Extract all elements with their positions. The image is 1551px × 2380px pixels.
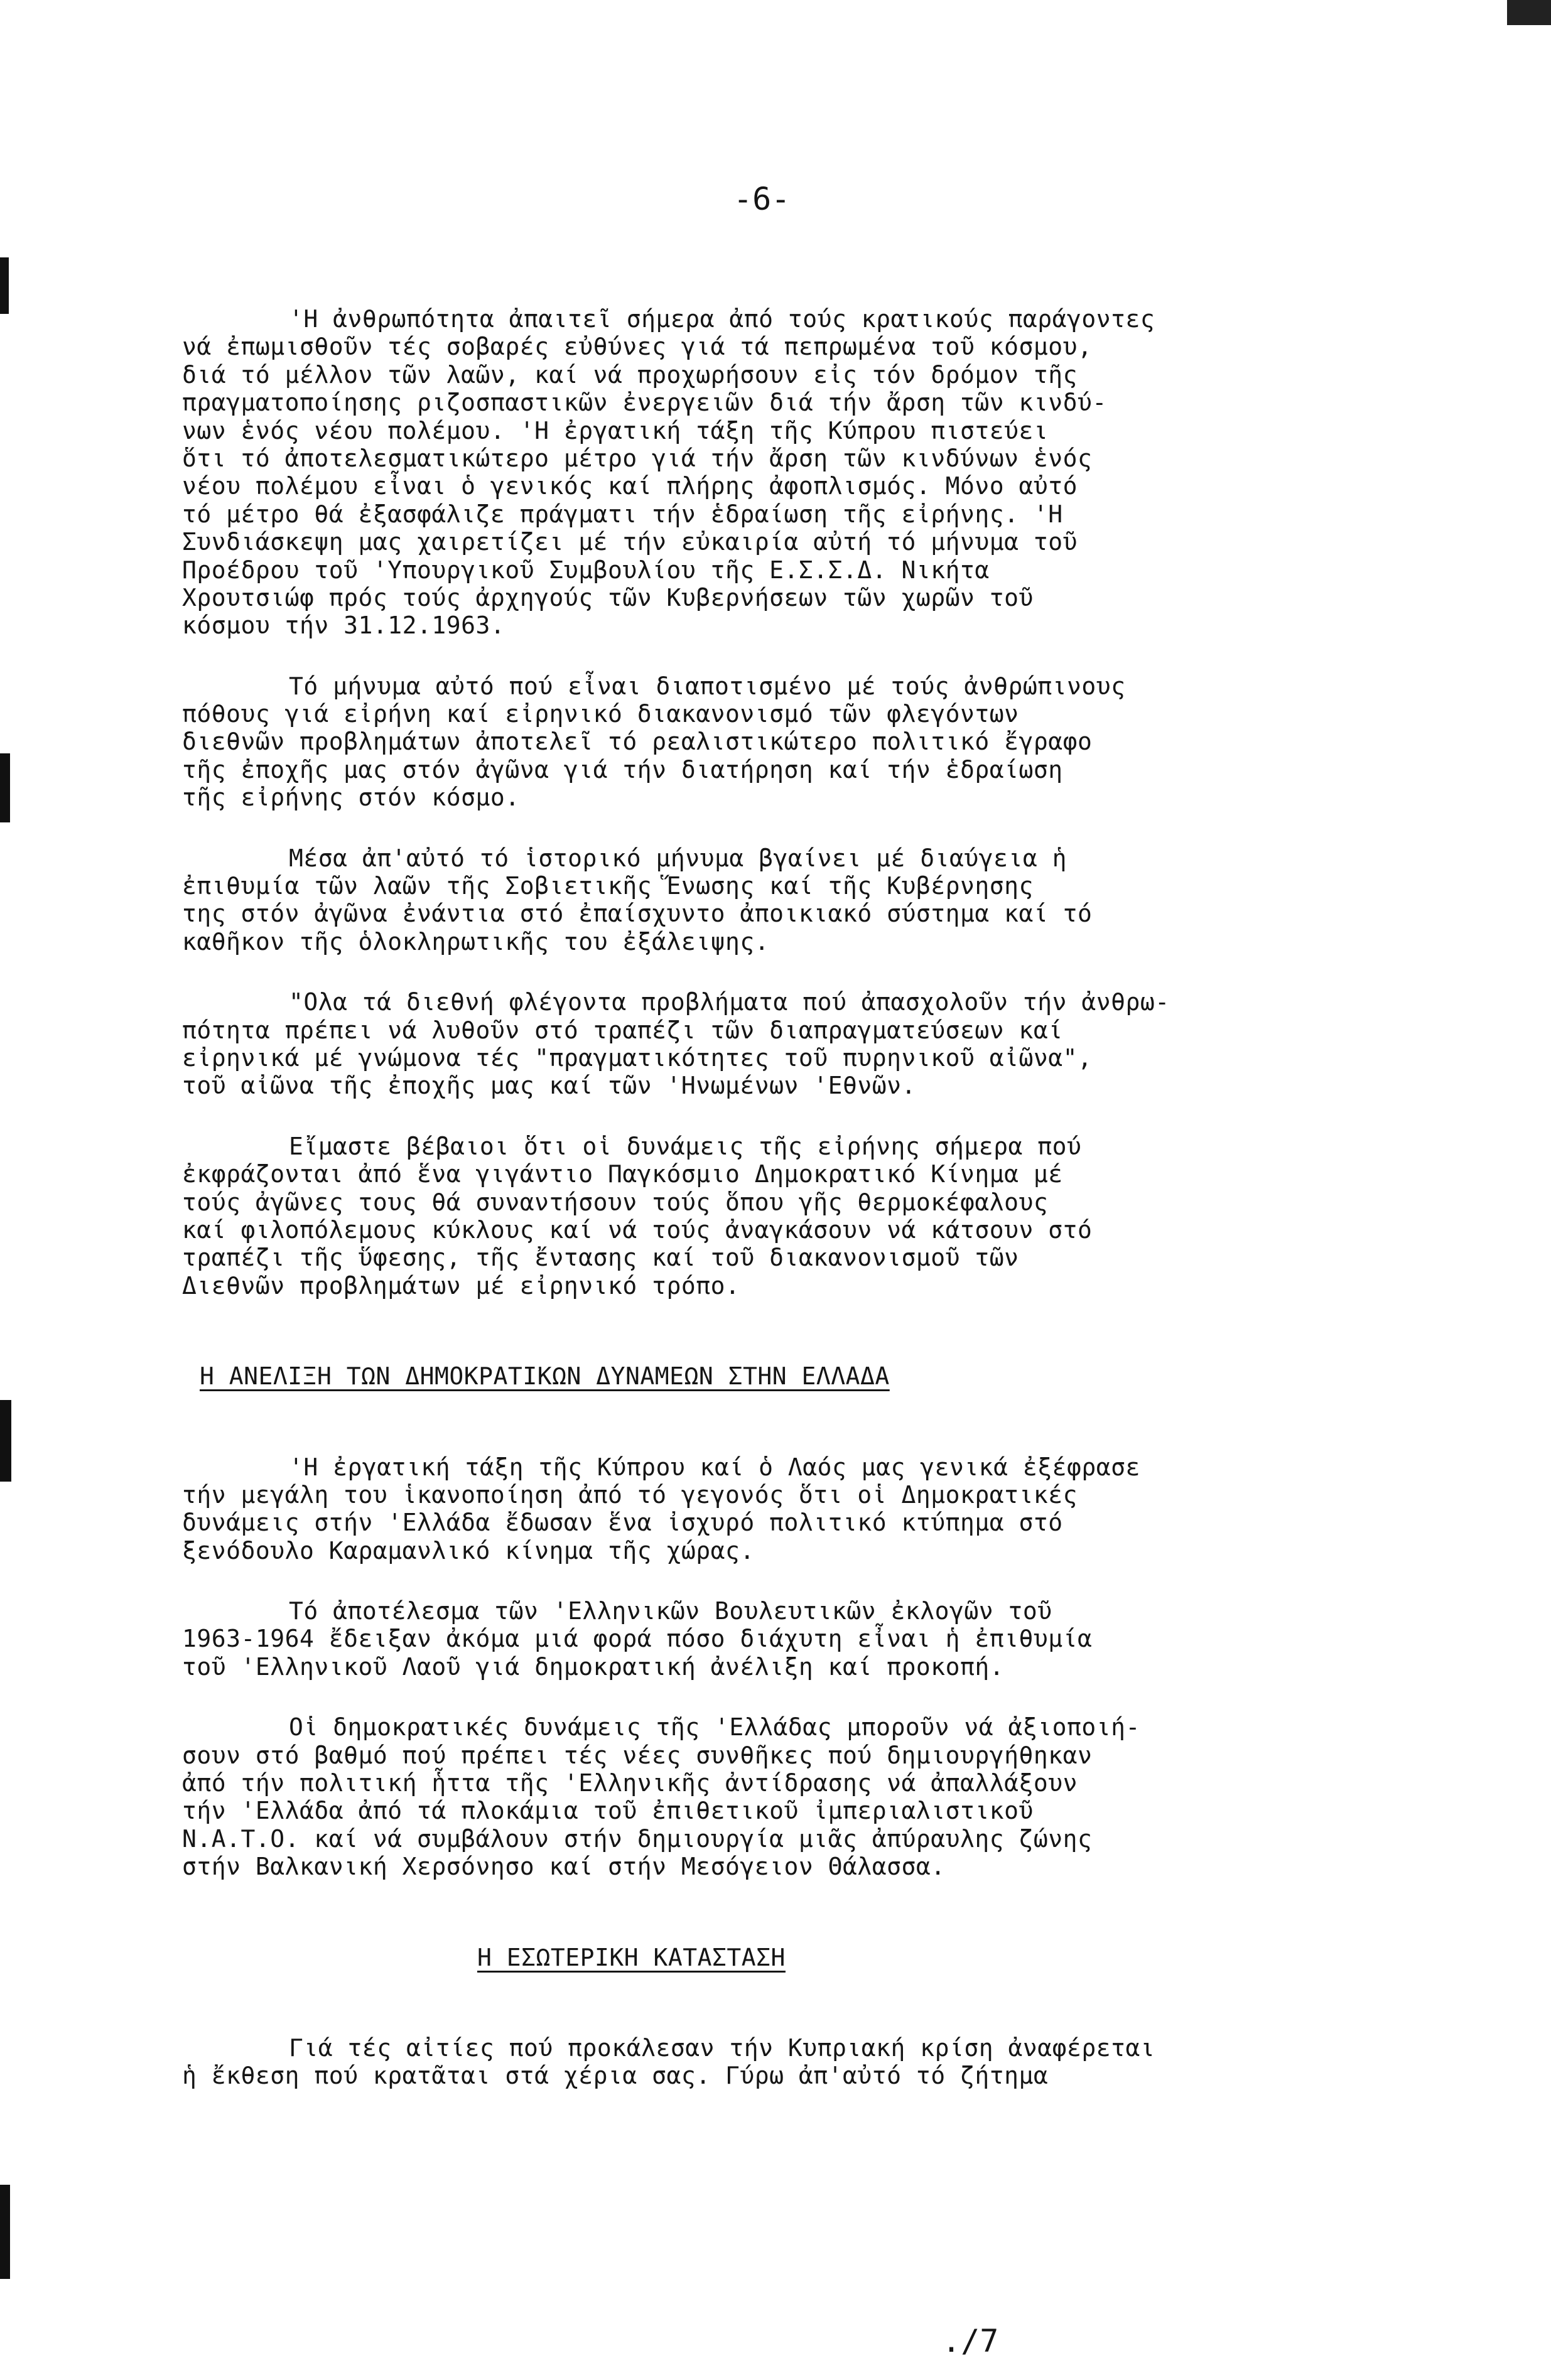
paragraph [182, 672, 1476, 812]
text-line: Τό μήνυμα αὐτό πού εἶναι διαποτισμένο μέ τούς ἀνθρώπινους [289, 672, 1126, 700]
text-line: τούς ἀγῶνες τους θά συναντήσουν τούς ὅπου γῆς θερμοκέφαλους [182, 1188, 1049, 1216]
section-greece [182, 1453, 1476, 1881]
text-line: διεθνῶν προβλημάτων ἀποτελεῖ τό ρεαλιστικώτερο πολιτικό ἔγραφο [182, 728, 1093, 756]
text-line: τοῦ 'Ελληνικοῦ Λαοῦ γιά δημοκρατική ἀνέλιξη καί προκοπή. [182, 1652, 1005, 1681]
scan-artifact [1507, 0, 1551, 25]
text-line: στήν Βαλκανική Χερσόνησο καί στήν Μεσόγειον Θάλασσα. [182, 1853, 946, 1881]
text-line: τοῦ αἰῶνα τῆς ἐποχῆς μας καί τῶν 'Ηνωμένων 'Εθνῶν. [182, 1072, 916, 1100]
text-line: εἰρηνικά μέ γνώμονα τές "πραγματικότητες τοῦ πυρηνικοῦ αἰῶνα", [182, 1043, 1093, 1072]
text-line: Συνδιάσκεψη μας χαιρετίζει μέ τήν εὐκαιρία αὐτή τό μήνυμα τοῦ [182, 528, 1078, 556]
binding-mark [0, 2185, 10, 2279]
text-line: Εἴμαστε βέβαιοι ὅτι οἱ δυνάμεις τῆς εἰρήνης σήμερα πού [289, 1132, 1082, 1160]
text-line: διά τό μέλλον τῶν λαῶν, καί νά προχωρήσουν εἰς τόν δρόμον τῆς [182, 360, 1078, 389]
text-line: Γιά τές αἰτίες πού προκάλεσαν τήν Κυπριακή κρίση ἀναφέρεται [289, 2033, 1155, 2062]
paragraph [182, 844, 1476, 956]
section-intro [182, 305, 1476, 1300]
text-line: νων ἑνός νέου πολέμου. 'Η ἐργατική τάξη τῆς Κύπρου πιστεύει [182, 416, 1049, 444]
continuation-marker: ./7 [942, 2323, 999, 2359]
text-line: πότητα πρέπει νά λυθοῦν στό τραπέζι τῶν διαπραγματεύσεων καί [182, 1016, 1063, 1044]
text-line: ὅτι τό ἀποτελεσματικώτερο μέτρο γιά τήν ἄρση τῶν κινδύνων ἑνός [182, 444, 1093, 472]
text-line: νέου πολέμου εἶναι ὁ γενικός καί πλήρης ἀφοπλισμός. Μόνο αὐτό [182, 472, 1078, 500]
text-line: τραπέζι τῆς ὕφεσης, τῆς ἔντασης καί τοῦ διακανονισμοῦ τῶν [182, 1244, 1019, 1272]
text-line: Οἱ δημοκρατικές δυνάμεις τῆς 'Ελλάδας μποροῦν νά ἀξιοποιή- [289, 1713, 1140, 1742]
text-line: ξενόδουλο Καραμανλικό κίνημα τῆς χώρας. [182, 1536, 755, 1564]
text-line: ἡ ἔκθεση πού κρατᾶται στά χέρια σας. Γύρω ἀπ'αὐτό τό ζήτημα [182, 2062, 1049, 2090]
text-line: τήν μεγάλη του ἱκανοποίηση ἀπό τό γεγονός ὅτι οἱ Δημοκρατικές [182, 1480, 1078, 1509]
text-line: καί φιλοπόλεμους κύκλους καί νά τούς ἀναγκάσουν νά κάτσουν στό [182, 1215, 1093, 1244]
text-line: πραγματοποίησης ριζοσπαστικῶν ἐνεργειῶν διά τήν ἄρση τῶν κινδύ- [182, 389, 1107, 417]
paragraph [182, 1453, 1476, 1565]
binding-mark [0, 1400, 11, 1482]
text-line: τήν 'Ελλάδα ἀπό τά πλοκάμια τοῦ ἐπιθετικοῦ ἰμπεριαλιστικοῦ [182, 1797, 1034, 1825]
text-line: Τό ἀποτέλεσμα τῶν 'Ελληνικῶν Βουλευτικῶν ἐκλογῶν τοῦ [289, 1597, 1052, 1625]
binding-mark [0, 753, 10, 822]
text-line: δυνάμεις στήν 'Ελλάδα ἔδωσαν ἕνα ἰσχυρό πολιτικό κτύπημα στό [182, 1509, 1063, 1537]
page-number: -6- [733, 181, 791, 217]
paragraph [182, 1713, 1476, 1880]
paragraph [182, 2034, 1476, 2090]
text-line: "Ολα τά διεθνή φλέγοντα προβλήματα πού ἀπασχολοῦν τήν ἀνθρω- [289, 988, 1170, 1016]
section-internal [182, 2034, 1476, 2090]
text-line: 'Η ἐργατική τάξη τῆς Κύπρου καί ὁ Λαός μας γενικά ἐξέφρασε [289, 1453, 1140, 1481]
paragraph [182, 305, 1476, 640]
text-line: κόσμου τήν 31.12.1963. [182, 611, 505, 640]
text-line: Προέδρου τοῦ 'Υπουργικοῦ Συμβουλίου τῆς Ε.Σ.Σ.Δ. Νικήτα [182, 556, 990, 584]
paragraph [182, 988, 1476, 1100]
binding-mark [0, 257, 9, 314]
text-line: καθῆκον τῆς ὁλοκληρωτικῆς του ἐξάλειψης. [182, 927, 770, 956]
text-line: νά ἐπωμισθοῦν τές σοβαρές εὐθύνες γιά τά πεπρωμένα τοῦ κόσμου, [182, 333, 1093, 361]
text-line: πόθους γιά εἰρήνη καί εἰρηνικό διακανονισμό τῶν φλεγόντων [182, 700, 1019, 728]
text-line: τῆς εἰρήνης στόν κόσμο. [182, 783, 520, 812]
paragraph [182, 1133, 1476, 1300]
text-line: Διεθνῶν προβλημάτων μέ εἰρηνικό τρόπο. [182, 1271, 740, 1300]
text-line: ἐκφράζονται ἀπό ἕνα γιγάντιο Παγκόσμιο Δημοκρατικό Κίνημα μέ [182, 1160, 1063, 1188]
text-line: Χρουτσιώφ πρός τούς ἀρχηγούς τῶν Κυβερνήσεων τῶν χωρῶν τοῦ [182, 583, 1034, 611]
section-heading: Η ΑΝΕΛΙΞΗ ΤΩΝ ΔΗΜΟΚΡΑΤΙΚΩΝ ΔΥΝΑΜΕΩΝ ΣΤΗΝ ΕΛΛΑΔΑ [200, 1362, 890, 1391]
text-line: 'Η ἀνθρωπότητα ἀπαιτεῖ σήμερα ἀπό τούς κρατικούς παράγοντες [289, 305, 1155, 333]
paragraph [182, 1597, 1476, 1681]
text-line: σουν στό βαθμό πού πρέπει τές νέες συνθῆκες πού δημιουργήθηκαν [182, 1741, 1093, 1769]
text-line: Μέσα ἀπ'αὐτό τό ἱστορικό μήνυμα βγαίνει μέ διαύγεια ἡ [289, 844, 1067, 872]
section-heading: Η ΕΣΩΤΕΡΙΚΗ ΚΑΤΑΣΤΑΣΗ [477, 1943, 786, 1971]
text-line: Ν.Α.Τ.Ο. καί νά συμβάλουν στήν δημιουργία μιᾶς ἀπύραυλης ζώνης [182, 1824, 1093, 1853]
text-line: 1963-1964 ἔδειξαν ἀκόμα μιά φορά πόσο διάχυτη εἶναι ἡ ἐπιθυμία [182, 1625, 1093, 1653]
text-line: τό μέτρο θά ἐξασφάλιζε πράγματι τήν ἑδραίωση τῆς εἰρήνης. 'Η [182, 500, 1063, 528]
document-body [182, 305, 1476, 2090]
text-line: τῆς ἐποχῆς μας στόν ἀγῶνα γιά τήν διατήρηση καί τήν ἑδραίωση [182, 755, 1063, 783]
text-line: ἐπιθυμία τῶν λαῶν τῆς Σοβιετικῆς Ἕνωσης καί τῆς Κυβέρνησης [182, 872, 1034, 900]
text-line: ἀπό τήν πολιτική ἧττα τῆς 'Ελληνικῆς ἀντίδρασης νά ἀπαλλάξουν [182, 1769, 1078, 1797]
text-line: της στόν ἀγῶνα ἐνάντια στό ἐπαίσχυντο ἀποικιακό σύστημα καί τό [182, 900, 1093, 928]
